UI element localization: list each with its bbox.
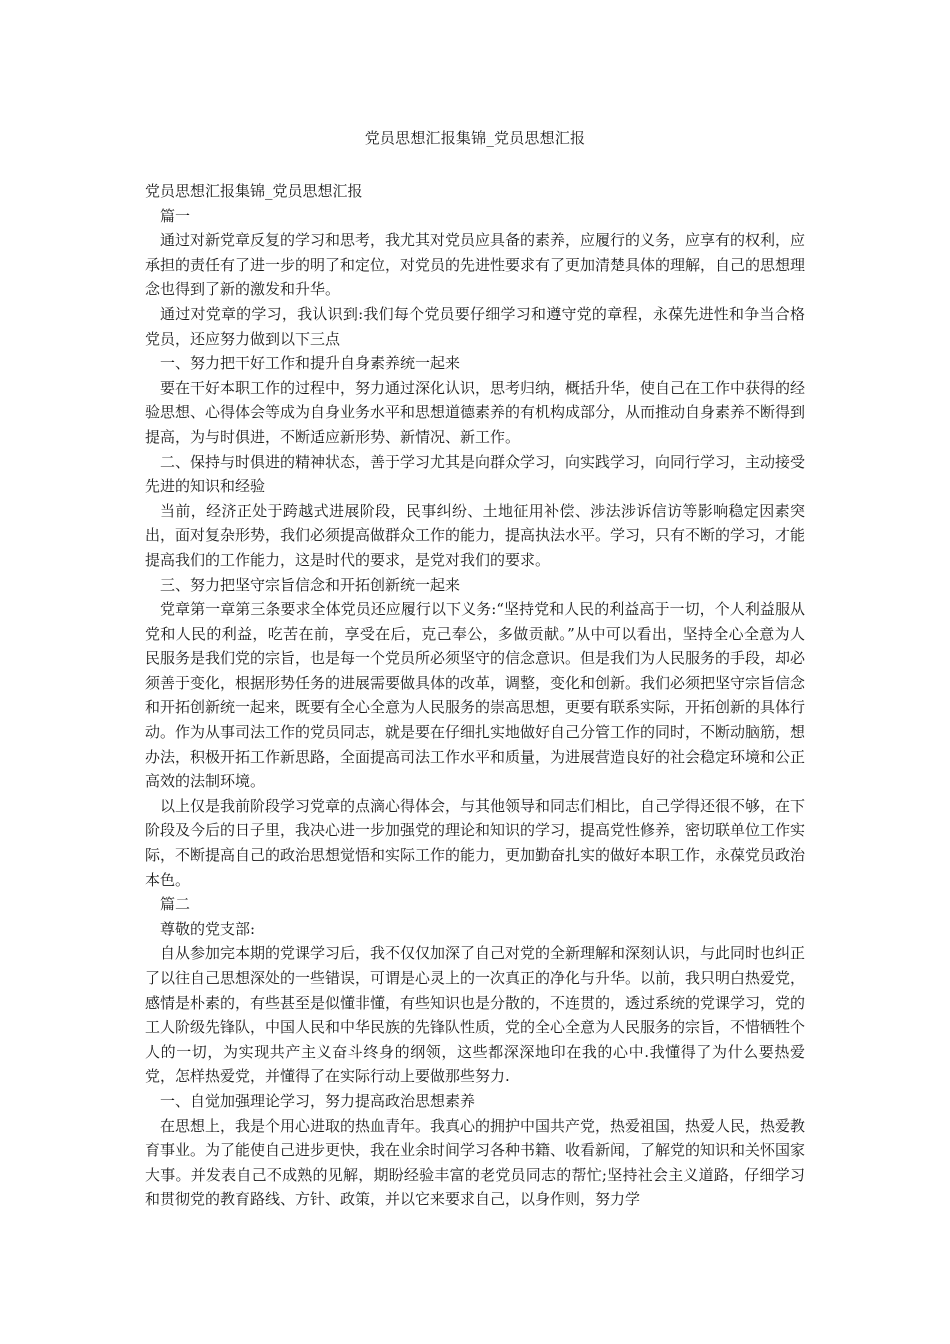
paragraph: 通过对党章的学习，我认识到:我们每个党员要仔细学习和遵守党的章程，永葆先进性和争当合格党员，还应努力做到以下三点 <box>145 304 805 348</box>
paragraph: 在思想上，我是个用心进取的热血青年。我真心的拥护中国共产党，热爱祖国，热爱人民，热爱教育事业。为了能使自己进步更快，我在业余时间学习各种书籍、收看新闻，了解党的知识和关怀国家大事。并发表自己不成熟的见解，期盼经验丰富的老党员同志的帮忙;坚持社会主义道路，仔细学习和贯彻党的教育路线、方针、政策，并以它来要求自己，以身作则，努力学 <box>145 1116 806 1209</box>
paragraph: 以上仅是我前阶段学习党章的点滴心得体会，与其他领导和同志们相比，自己学得还很不够，在下阶段及今后的日子里，我决心进一步加强党的理论和知识的学习，提高党性修养，密切联单位工作实际，不断提高自己的政治思想觉悟和实际工作的能力，更加勤奋扎实的做好本职工作，永葆党员政治本色。 <box>145 796 806 889</box>
paragraph: 要在干好本职工作的过程中，努力通过深化认识，思考归纳，概括升华，使自己在工作中获得的经验思想、心得体会等成为自身业务水平和思想道德素养的有机构成部分，从而推动自身素养不断得到提高，为与时俱进，不断适应新形势、新情况、新工作。 <box>145 378 806 446</box>
paragraph: 当前，经济正处于跨越式进展阶段，民事纠纷、土地征用补偿、涉法涉诉信访等影响稳定因素突出，面对复杂形势，我们必须提高做群众工作的能力，提高执法水平。学习，只有不断的学习，才能提高我们的工作能力，这是时代的要求，是党对我们的要求。 <box>145 501 806 569</box>
paragraph: 三、努力把坚守宗旨信念和开拓创新统一起来 <box>160 575 461 594</box>
page-title: 党员思想汇报集锦_党员思想汇报 <box>364 129 586 147</box>
paragraph: 一、自觉加强理论学习，努力提高政治思想素养 <box>160 1091 476 1110</box>
paragraph: 一、努力把干好工作和提升自身素养统一起来 <box>160 354 461 373</box>
paragraph: 通过对新党章反复的学习和思考，我尤其对党员应具备的素养，应履行的义务，应享有的权利，应承担的责任有了进一步的明了和定位，对党员的先进性要求有了更加清楚具体的理解，自己的思想理念也得到了新的激发和升华。 <box>145 231 806 299</box>
paragraph: 自从参加完本期的党课学习后，我不仅仅加深了自己对党的全新理解和深刻认识，与此同时也纠正了以往自己思想深处的一些错误，可谓是心灵上的一次真正的净化与升华。以前，我只明白热爱党，感情是朴素的，有些甚至是似懂非懂，有些知识也是分散的，不连贯的，透过系统的党课学习，党的工人阶级先锋队，中国人民和中华民族的先锋队性质，党的全心全意为人民服务的宗旨，不惜牺牲个人的一切，为实现共产主义奋斗终身的纲领，这些都深深地印在我的心中.我懂得了为什么要热爱党，怎样热爱党，并懂得了在实际行动上要做那些努力. <box>145 944 806 1086</box>
paragraph: 篇一 <box>160 206 191 225</box>
paragraph: 尊敬的党支部: <box>160 919 256 938</box>
paragraph: 二、保持与时俱进的精神状态，善于学习尤其是向群众学习，向实践学习，向同行学习，主动接受先进的知识和经验 <box>145 452 806 496</box>
document-body <box>145 179 805 1212</box>
paragraph: 党员思想汇报集锦_党员思想汇报 <box>145 182 363 200</box>
paragraph: 党章第一章第三条要求全体党员还应履行以下义务:“坚持党和人民的利益高于一切，个人利益服从党和人民的利益，吃苦在前，享受在后，克己奉公，多做贡献。”从中可以看出，坚持全心全意为人民服务是我们党的宗旨，也是每一个党员所必须坚守的信念意识。但是我们为人民服务的手段，却必须善于变化，根据形势任务的进展需要做具体的改革，调整，变化和创新。我们必须把坚守宗旨信念和开拓创新统一起来，既要有全心全意为人民服务的崇高思想，更要有联系实际，开拓创新的具体行动。作为从事司法工作的党员同志，就是要在仔细扎实地做好自己分管工作的同时，不断动脑筋，想办法，积极开拓工作新思路，全面提高司法工作水平和质量，为进展营造良好的社会稳定环境和公正高效的法制环境。 <box>145 600 806 791</box>
paragraph: 篇二 <box>160 895 191 914</box>
